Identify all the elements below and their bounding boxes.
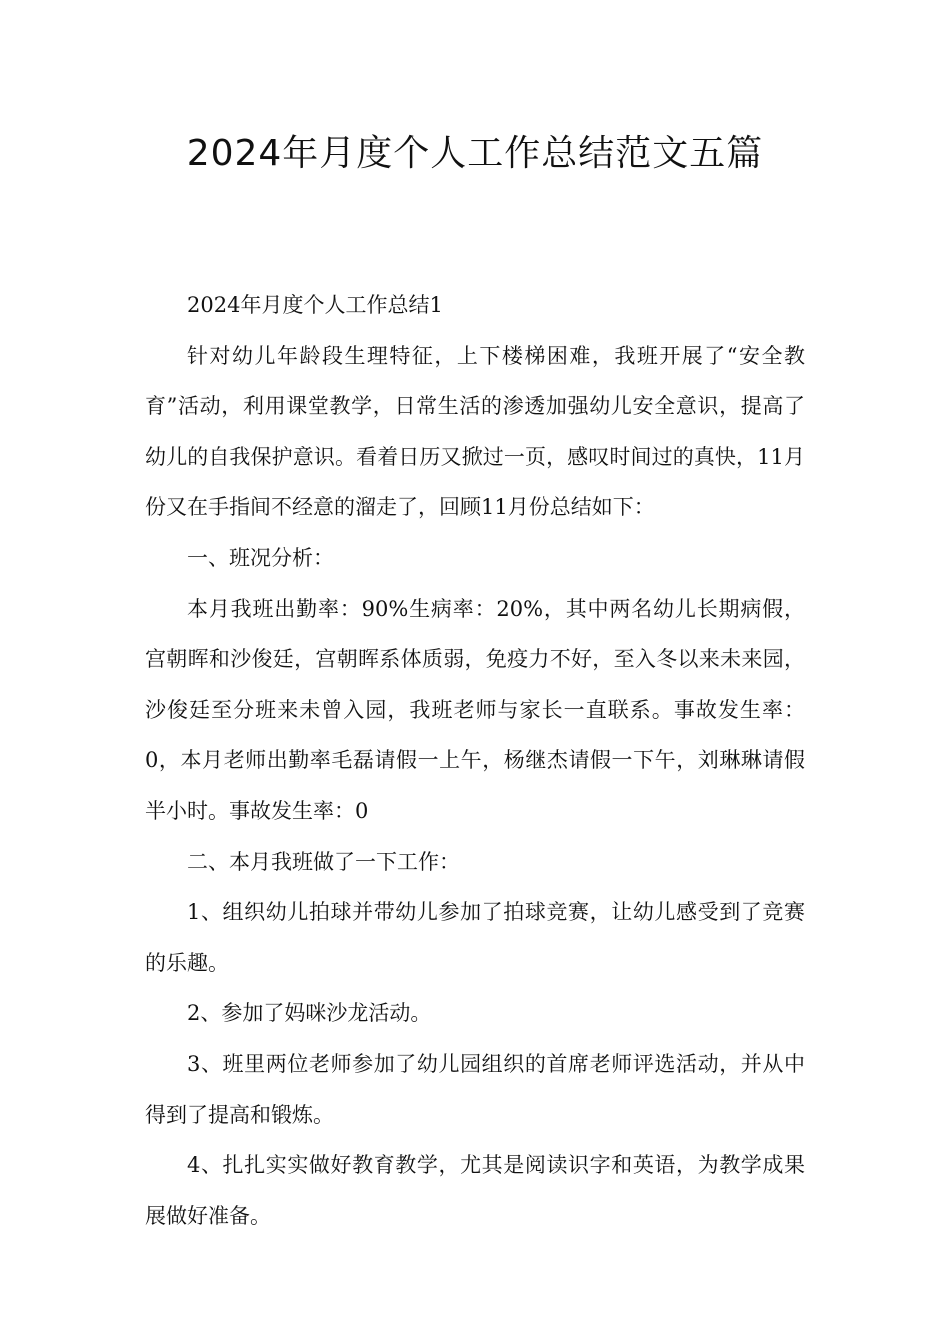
document-title: 2024年月度个人工作总结范文五篇 — [186, 133, 764, 174]
list-item: 3、班里两位老师参加了幼儿园组织的首席老师评选活动，并从中得到了提高和锻炼。 — [145, 1051, 805, 1127]
list-item: 2、参加了妈咪沙龙活动。 — [187, 1001, 432, 1026]
document-body — [145, 280, 805, 1241]
section-heading: 2024年月度个人工作总结1 — [187, 293, 443, 317]
section-heading: 一、班况分析： — [187, 545, 334, 570]
list-item: 4、扎扎实实做好教育教学，尤其是阅读识字和英语，为教学成果展做好准备。 — [145, 1153, 805, 1228]
paragraph: 针对幼儿年龄段生理特征，上下楼梯困难，我班开展了“安全教育”活动，利用课堂教学，日常生活的渗透加强幼儿安全意识，提高了幼儿的自我保护意识。看着日历又掀过一页，感叹时间过的真快，11月份又在手指间不经意的溜走了，回顾11月份总结如下： — [145, 343, 805, 520]
paragraph: 本月我班出勤率：90%生病率：20%，其中两名幼儿长期病假，宫朝晖和沙俊廷，宫朝晖系体质弱，免疫力不好，至入冬以来未来园，沙俊廷至分班来未曾入园，我班老师与家长一直联系。事故发生率：0，本月老师出勤率毛磊请假一上午，杨继杰请假一下午，刘琳琳请假半小时。事故发生率：0 — [145, 596, 805, 823]
section-heading: 二、本月我班做了一下工作： — [187, 849, 460, 874]
list-item: 1、组织幼儿拍球并带幼儿参加了拍球竞赛，让幼儿感受到了竞赛的乐趣。 — [145, 900, 805, 975]
